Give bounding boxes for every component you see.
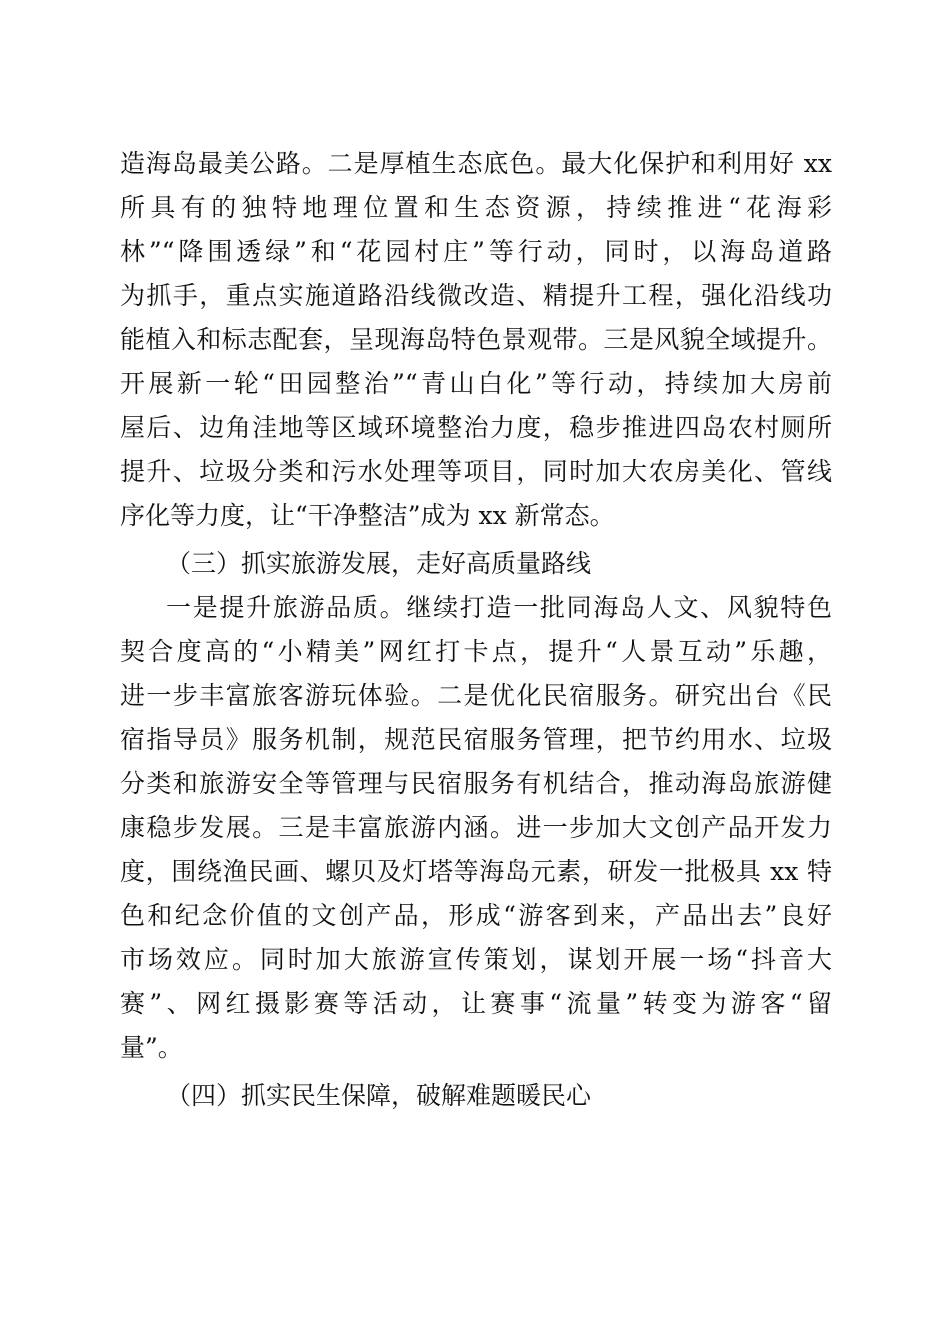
section-heading-3: （三）抓实旅游发展，走好高质量路线 <box>166 549 592 578</box>
paragraph-line: 屋后、边角洼地等区域环境整治力度，稳步推进四岛农村厕所 <box>120 413 832 442</box>
paragraph-line: 造海岛最美公路。二是厚植生态底色。最大化保护和利用好 xx <box>120 149 832 178</box>
paragraph-line: 进一步丰富旅客游玩体验。二是优化民宿服务。研究出台《民 <box>120 681 832 710</box>
section-heading-4: （四）抓实民生保障，破解难题暖民心 <box>166 1081 592 1110</box>
paragraph-line: 宿指导员》服务机制，规范民宿服务管理，把节约用水、垃圾 <box>120 725 832 754</box>
paragraph-line: 分类和旅游安全等管理与民宿服务有机结合，推动海岛旅游健 <box>120 769 832 798</box>
paragraph-line: 康稳步发展。三是丰富旅游内涵。进一步加大文创产品开发力 <box>120 813 832 842</box>
paragraph-line: 赛”、网红摄影赛等活动，让赛事“流量”转变为游客“留 <box>120 989 832 1018</box>
paragraph-line: 为抓手，重点实施道路沿线微改造、精提升工程，强化沿线功 <box>120 281 832 310</box>
paragraph-line: 契合度高的“小精美”网红打卡点，提升“人景互动”乐趣， <box>120 637 832 666</box>
paragraph-line: 开展新一轮“田园整治”“青山白化”等行动，持续加大房前 <box>120 369 832 398</box>
paragraph-line: 序化等力度，让“干净整洁”成为 xx 新常态。 <box>120 501 615 530</box>
paragraph-line: 所具有的独特地理位置和生态资源，持续推进“花海彩 <box>120 193 832 222</box>
paragraph-line: 一是提升旅游品质。继续打造一批同海岛人文、风貌特色 <box>166 593 832 622</box>
paragraph-line: 度，围绕渔民画、螺贝及灯塔等海岛元素，研发一批极具 xx 特 <box>120 857 832 886</box>
paragraph-line: 提升、垃圾分类和污水处理等项目，同时加大农房美化、管线 <box>120 457 832 486</box>
paragraph-line: 林”“降围透绿”和“花园村庄”等行动，同时，以海岛道路 <box>120 237 832 266</box>
paragraph-line: 色和纪念价值的文创产品，形成“游客到来，产品出去”良好 <box>120 901 832 930</box>
paragraph-line: 市场效应。同时加大旅游宣传策划，谋划开展一场“抖音大 <box>120 945 832 974</box>
paragraph-line: 能植入和标志配套，呈现海岛特色景观带。三是风貌全域提升。 <box>120 325 832 354</box>
paragraph-line: 量”。 <box>120 1033 183 1062</box>
